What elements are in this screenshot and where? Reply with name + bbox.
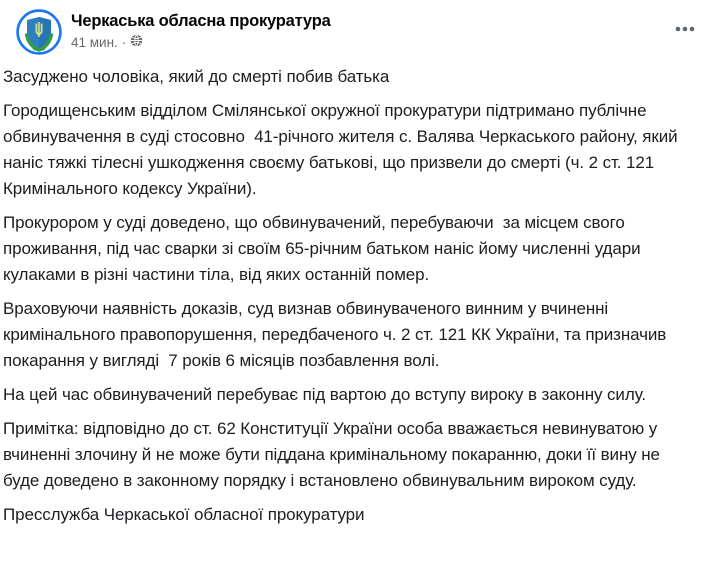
post-meta — [71, 33, 331, 52]
post-body — [0, 55, 715, 528]
globe-icon — [130, 34, 143, 52]
meta-separator: · — [121, 34, 127, 50]
post-header — [0, 0, 715, 55]
post-paragraph: Городищенським відділом Смілянської окружної прокуратури підтримано публічне обвинувачення в суді стосовно 41-річного жителя с. Валява Черкаського району, який наніс тяжкі тілесні ушкодження своєму батькові, що призвели до смерті (ч. 2 ст. 121 Кримінального кодексу України). — [3, 101, 687, 198]
post-paragraph: Враховуючи наявність доказів, суд визнав обвинуваченого винним у вчиненні кримінального правопорушення, передбаченого ч. 2 ст. 121 КК України, та призначив покарання у вигляді 7 років 6 місяців позбавлення волі. — [3, 299, 671, 370]
post-paragraph: Пресслужба Черкаської обласної прокуратури — [3, 505, 365, 524]
page-name-link[interactable]: Черкаська обласна прокуратура — [71, 12, 331, 30]
ellipsis-icon — [674, 25, 696, 33]
post-header-text — [71, 9, 331, 52]
post-paragraph: На цей час обвинувачений перебуває під вартою до вступу вироку в законну силу. — [3, 385, 646, 404]
post-timestamp-link[interactable]: 41 мин. — [71, 34, 118, 50]
page-avatar[interactable] — [16, 9, 62, 55]
post-paragraph: Прокурором у суді доведено, що обвинувачений, перебуваючи за місцем свого проживання, під час сварки зі своїм 65-річним батьком наніс йому численні удари кулаками в різні частини тіла, від яких останній помер. — [3, 213, 646, 284]
more-options-button[interactable] — [671, 17, 699, 41]
post-paragraph: Примітка: відповідно до ст. 62 Конституції України особа вважається невинуватою у вчиненні злочину й не може бути піддана кримінальному покаранню, доки її вину не буде доведено в законному порядку і встановлено обвинувальним вироком суду. — [3, 419, 665, 490]
prosecutor-emblem-icon — [16, 9, 62, 55]
post-paragraph: Засуджено чоловіка, який до смерті побив батька — [3, 67, 390, 86]
